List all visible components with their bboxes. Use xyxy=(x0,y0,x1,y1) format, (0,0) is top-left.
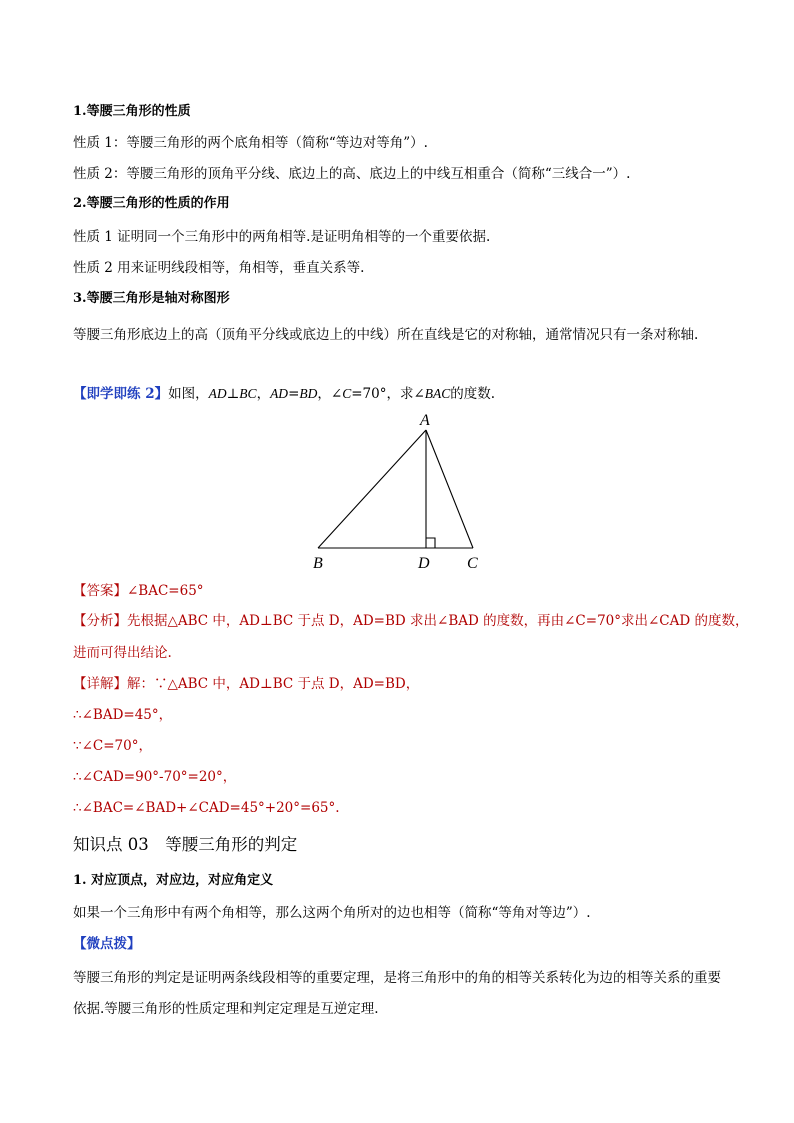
side-ac xyxy=(426,430,473,548)
exercise-text-a: 如图， xyxy=(168,386,209,402)
side-ab xyxy=(318,430,426,548)
right-angle-mark xyxy=(426,538,435,548)
exercise-var-bac: BAC xyxy=(424,386,451,401)
exercise-var-bc: BC xyxy=(239,386,257,401)
detail-line-5: ∴∠BAC=∠BAD+∠CAD=45°+20°=65°. xyxy=(73,800,340,816)
tip-text: 等腰三角形的判定是证明两条线段相等的重要定理，是将三角形中的角的相等关系转化为边的相等关系的重要依据.等腰三角形的性质定理和判定定理是互逆定理. xyxy=(73,970,721,1017)
answer-text: ∠BAC=65° xyxy=(127,583,204,599)
property-1-text: 性质 1：等腰三角形的两个底角相等（简称“等边对等角”）. xyxy=(73,135,428,151)
knowledge-point-text: 如果一个三角形中有两个角相等，那么这两个角所对的边也相等（简称“等角对等边”）. xyxy=(73,905,591,921)
exercise-var-c: C xyxy=(342,386,352,401)
exercise-text-b: ，求∠ xyxy=(386,386,425,402)
detail-text-1: 解：∵△ABC 中，AD⊥BC 于点 D，AD=BD， xyxy=(127,676,420,692)
exercise-var-bd: BD xyxy=(299,386,318,401)
exercise-c-val: =70° xyxy=(351,386,387,402)
property-2-text: 性质 2：等腰三角形的顶角平分线、底边上的高、底边上的中线互相重合（简称“三线合一”）. xyxy=(73,166,631,182)
analysis-text-1: 先根据△ABC 中，AD⊥BC 于点 D，AD=BD 求出∠BAD 的度数，再由∠C=70°求出∠CAD 的度数， xyxy=(127,613,749,629)
exercise-var-ad: AD xyxy=(208,386,227,401)
exercise-line xyxy=(73,385,495,403)
knowledge-point-heading: 知识点 03 等腰三角形的判定 xyxy=(73,835,298,854)
answer-tag: 【答案】 xyxy=(73,583,127,599)
use-1-text: 性质 1 证明同一个三角形中的两角相等.是证明角相等的一个重要依据. xyxy=(73,229,491,245)
section-heading-symmetry: 3.等腰三角形是轴对称图形 xyxy=(73,291,230,306)
exercise-angle: ∠ xyxy=(330,386,343,402)
exercise-perp: ⊥ xyxy=(226,386,240,402)
vertex-label-d: D xyxy=(418,555,430,572)
detail-line-1 xyxy=(73,675,419,693)
analysis-line-2: 进而可得出结论. xyxy=(73,645,172,661)
exercise-sep-1: ， xyxy=(256,386,271,402)
vertex-label-b: B xyxy=(313,555,323,572)
answer-line xyxy=(73,582,204,600)
detail-line-2: ∴∠BAD=45°， xyxy=(73,707,173,723)
exercise-var-ad-2: AD xyxy=(270,386,289,401)
exercise-tag: 【即学即练 2】 xyxy=(73,386,169,402)
vertex-label-a: A xyxy=(420,412,430,429)
section-heading-use: 2.等腰三角形的性质的作用 xyxy=(73,196,230,211)
use-2-text: 性质 2 用来证明线段相等，角相等，垂直关系等. xyxy=(73,260,365,276)
detail-line-4: ∴∠CAD=90°-70°=20°， xyxy=(73,769,237,785)
analysis-line-1 xyxy=(73,612,749,630)
section-heading-properties: 1.等腰三角形的性质 xyxy=(73,104,191,119)
exercise-eq: = xyxy=(288,386,300,402)
vertex-label-c: C xyxy=(467,555,478,572)
analysis-tag: 【分析】 xyxy=(73,613,127,629)
knowledge-point-subheading: 1. 对应顶点，对应边，对应角定义 xyxy=(73,873,274,888)
exercise-sep-2: ， xyxy=(317,386,331,402)
detail-tag: 【详解】 xyxy=(73,676,127,692)
tip-tag: 【微点拨】 xyxy=(73,936,141,952)
triangle-figure xyxy=(300,405,500,575)
detail-line-3: ∵∠C=70°， xyxy=(73,738,152,754)
exercise-text-c: 的度数. xyxy=(450,386,496,402)
symmetry-text: 等腰三角形底边上的高（顶角平分线或底边上的中线）所在直线是它的对称轴，通常情况只有一条对称轴. xyxy=(73,327,699,343)
